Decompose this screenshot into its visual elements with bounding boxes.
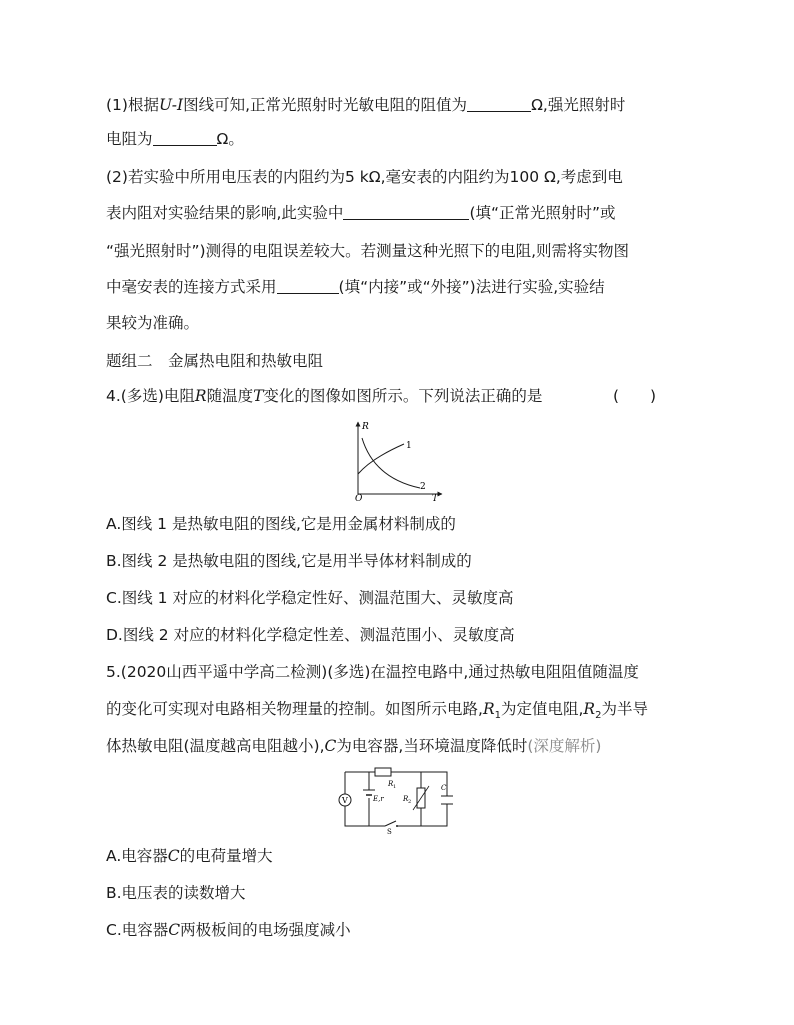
q5-stem-line1: 5.(2020山西平遥中学高二检测)(多选)在温控电路中,通过热敏电阻阻值随温度 — [106, 663, 639, 681]
text: (2)若实验中所用电压表的内阻约为5 kΩ,毫安表的内阻约为100 Ω,考虑到电 — [106, 168, 623, 186]
text: C.电容器 — [106, 921, 169, 939]
cap-label: C — [441, 784, 447, 792]
answer-blank-normal-light[interactable] — [467, 96, 531, 112]
x-axis-label: T — [432, 494, 439, 502]
q3-part2-line1 — [106, 166, 623, 188]
r2-label-sub: 2 — [408, 799, 412, 805]
r1-label-sub: 1 — [393, 784, 397, 790]
q4-r-t-graph — [340, 418, 450, 502]
q3-part1-line2 — [106, 128, 244, 150]
text: (填“正常光照射时”或 — [469, 204, 616, 222]
text: 变化的图像如图所示。下列说法正确的是 — [263, 387, 543, 405]
text: “强光照射时”)测得的电阻误差较大。若测量这种光照下的电阻,则需将实物图 — [106, 242, 630, 260]
text: 4.(多选)电阻 — [106, 387, 195, 405]
var-r1: R — [482, 700, 495, 718]
resistor-r1 — [375, 768, 391, 776]
text: Ω。 — [216, 130, 244, 148]
voltmeter-label: V — [342, 796, 348, 805]
switch-lever — [385, 821, 396, 826]
var-c: C — [168, 921, 181, 939]
text: 图线可知,正常光照射时光敏电阻的阻值为 — [183, 96, 468, 114]
q4-option-d[interactable]: D.图线 2 对应的材料化学稳定性差、测温范围小、灵敏度高 — [106, 626, 515, 644]
var-c: C — [324, 737, 337, 755]
switch-contact — [396, 825, 398, 827]
text: 为半导 — [601, 700, 648, 718]
q3-part2-line4 — [106, 276, 605, 298]
curve-2-label: 2 — [420, 482, 426, 492]
text: 表内阻对实验结果的影响,此实验中 — [106, 204, 344, 222]
r1-label: R — [388, 780, 394, 788]
q5-stem-line2 — [106, 698, 648, 727]
q3-part2-line2 — [106, 202, 616, 224]
var-r: R — [194, 387, 207, 405]
origin-label: O — [355, 494, 363, 502]
text: (1)根据 — [106, 96, 159, 114]
var-r2-sub: 2 — [595, 710, 602, 722]
text: 的电荷量增大 — [179, 847, 273, 865]
var-r2: R — [583, 700, 596, 718]
text: 为电容器,当环境温度降低时 — [336, 737, 528, 755]
q4-option-a[interactable]: A.图线 1 是热敏电阻的图线,它是用金属材料制成的 — [106, 515, 456, 533]
text: 电阻为 — [106, 130, 153, 148]
switch-label: S — [387, 828, 392, 834]
text: 体热敏电阻(温度越高电阻越小), — [106, 737, 325, 755]
y-axis-label: R — [362, 422, 369, 432]
ui-label: U-I — [158, 96, 184, 114]
var-c: C — [167, 847, 180, 865]
var-t: T — [253, 387, 264, 405]
q4-option-b[interactable]: B.图线 2 是热敏电阻的图线,它是用半导体材料制成的 — [106, 552, 472, 570]
text: 为定值电阻, — [500, 700, 584, 718]
q5-option-b[interactable]: B.电压表的读数增大 — [106, 884, 246, 902]
text: 果较为准确。 — [106, 314, 200, 332]
text: 随温度 — [206, 387, 254, 405]
text: (填“内接”或“外接”)法进行实验,实验结 — [338, 278, 605, 296]
curve-1-label: 1 — [406, 441, 412, 451]
circuit-wire — [345, 772, 447, 826]
q5-circuit-diagram — [335, 764, 461, 834]
section-title: 题组二 金属热电阻和热敏电阻 — [106, 352, 324, 370]
text: A.电容器 — [106, 847, 168, 865]
deep-analysis-tag[interactable]: (深度解析) — [527, 737, 602, 755]
q3-part2-line5 — [106, 312, 199, 334]
text: 中毫安表的连接方式采用 — [106, 278, 277, 296]
q5-option-c[interactable] — [106, 919, 351, 941]
source-label: E,r — [373, 795, 384, 803]
q4-answer-paren[interactable]: ( ) — [613, 387, 657, 405]
q5-option-a[interactable] — [106, 845, 273, 867]
q4-option-c[interactable]: C.图线 1 对应的材料化学稳定性好、测温范围大、灵敏度高 — [106, 589, 514, 607]
answer-blank-connection[interactable] — [277, 278, 339, 294]
r2-label: R — [403, 795, 409, 803]
q3-part1-line1 — [106, 94, 625, 116]
q4-stem — [106, 385, 542, 407]
text: 的变化可实现对电路相关物理量的控制。如图所示电路, — [106, 700, 483, 718]
text: ,强光照射时 — [542, 96, 626, 114]
q3-part2-line3 — [106, 240, 629, 262]
answer-blank-condition[interactable] — [343, 204, 469, 220]
var-r1-sub: 1 — [494, 710, 501, 722]
answer-blank-strong-light[interactable] — [153, 130, 217, 146]
text: 两极板间的电场强度减小 — [180, 921, 351, 939]
unit-ohm: Ω — [531, 96, 543, 114]
q5-stem-line3 — [106, 735, 601, 757]
